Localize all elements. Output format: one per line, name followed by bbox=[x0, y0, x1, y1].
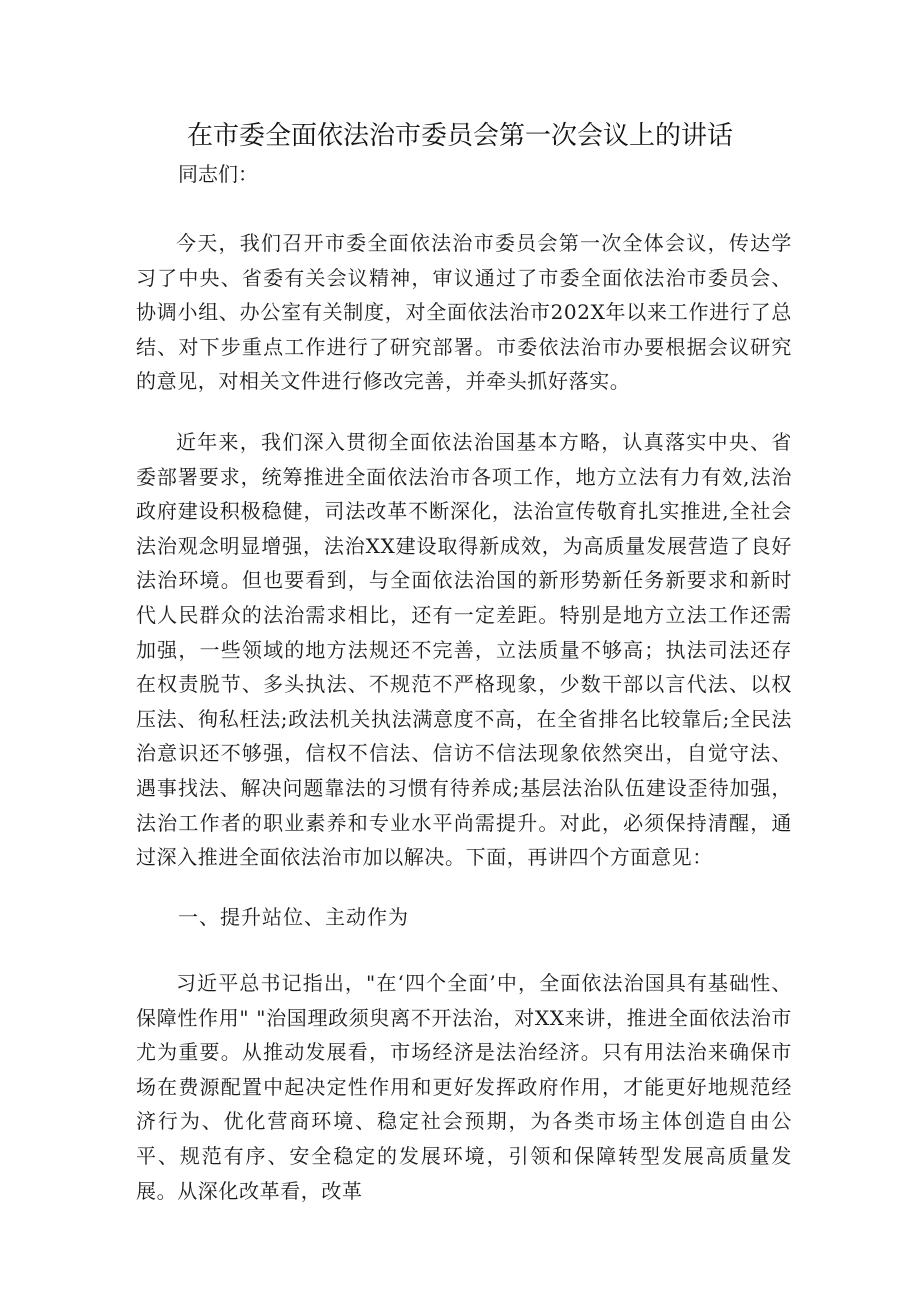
document-title: 在市委全面依法治市委员会第一次会议上的讲话 bbox=[186, 121, 733, 151]
section-paragraph: 习近平总书记指出，"在‘四个全面’中，全面依法治国具有基础性、保障性作用" "治国理政须臾离不开法治，对XX来讲，推进全面依法治市尤为重要。从推动发展看，市场经济是法治经济。只有用法治来确保市场在费源配置中起决定性作用和更好发挥政府作用，才能更好地规范经济行为、优化营商环境、稳定社会预期，为各类市场主体创造自由公平、规范有序、安全稳定的发展环境，引领和保障转型发展高质量发展。从深化改革看，改革 bbox=[136, 971, 792, 1203]
paragraph-2: 近年来，我们深入贯彻全面依法治国基本方略，认真落实中央、省委部署要求，统筹推进全面依法治市各项工作，地方立法有力有效,法治政府建设积极稳健，司法改革不断深化，法治宣传敬育扎实推进,全社会法治观念明显增强，法治XX建设取得新成效，为高质量发展营造了良好法治环境。但也要看到，与全面依法治国的新形势新任务新要求和新时代人民群众的法治需求相比，还有一定差距。特别是地方立法工作还需加强，一些领域的地方法规还不完善，立法质量不够高；执法司法还存在权责脱节、多头执法、不规范不严格现象，少数干部以言代法、以权压法、徇私枉法;政法机关执法满意度不高，在全省排名比较靠后;全民法治意识还不够强，信权不信法、信访不信法现象依然突出，自觉守法、遇事找法、解决问题靠法的习惯有待养成;基层法治队伍建设歪待加强，法治工作者的职业素养和专业水平尚需提升。对此，必须保持清醒，通过深入推进全面依法治市加以解决。下面，再讲四个方面意见： bbox=[136, 430, 792, 870]
section-heading: 一、提升站位、主动作为 bbox=[178, 905, 409, 929]
paragraph-1: 今天，我们召开市委全面依法治市委员会第一次全体会议，传达学习了中央、省委有关会议精神，审议通过了市委全面依法治市委员会、协调小组、办公室有关制度，对全面依法治市202X年以来工作进行了总结、对下步重点工作进行了研究部署。市委依法治市办要根据会议研究的意见，对相关文件进行修改完善，并牵头抓好落实。 bbox=[136, 231, 792, 394]
salutation: 同志们： bbox=[178, 162, 258, 186]
